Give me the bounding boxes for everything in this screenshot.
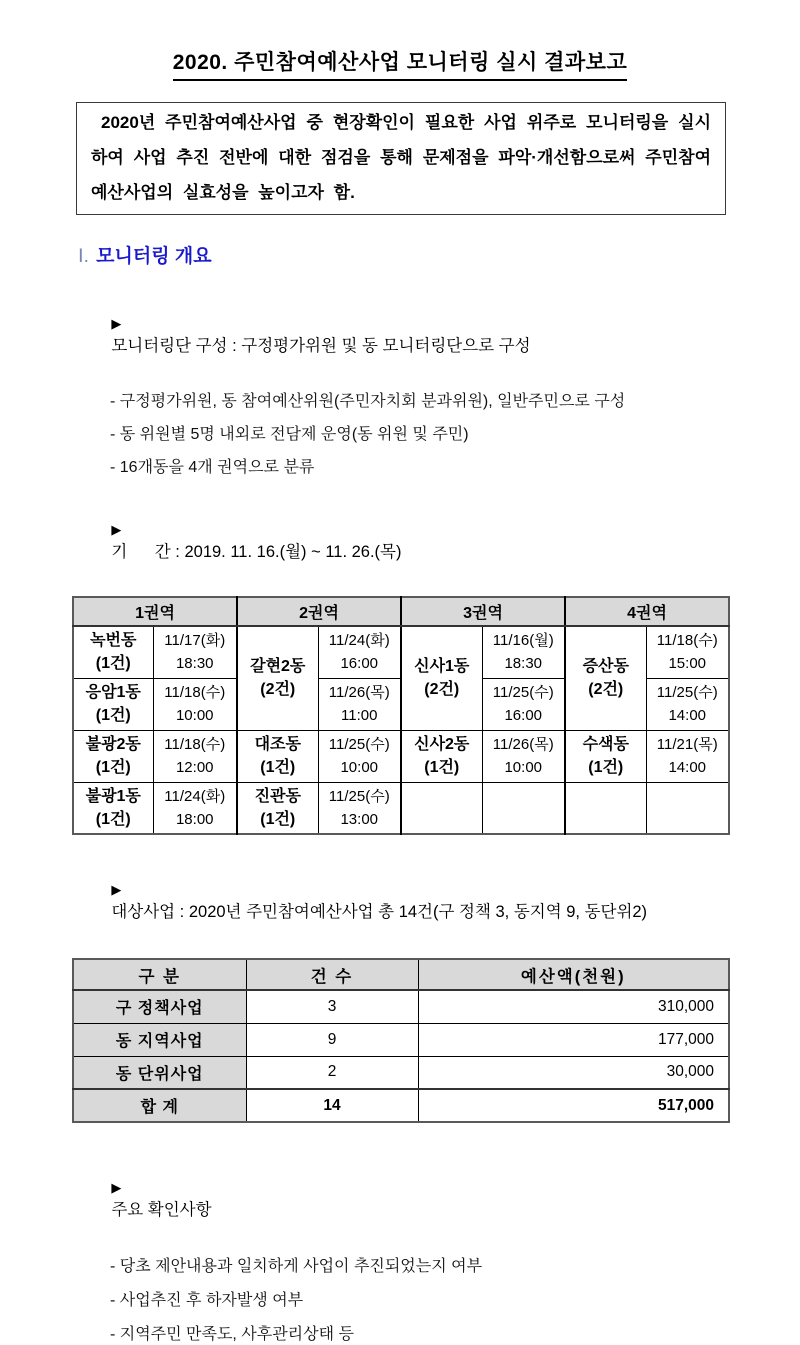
dong-cell — [565, 730, 646, 782]
dong-count: (1건) — [95, 655, 131, 673]
schedule-date: 11/25(수) — [656, 684, 718, 701]
table-row — [73, 1023, 729, 1056]
table-row — [73, 1056, 729, 1089]
empty-cell — [565, 782, 646, 834]
schedule-datetime-cell — [646, 730, 729, 782]
period-line — [93, 497, 800, 585]
schedule-time: 18:30 — [175, 655, 214, 673]
count-cell: 2 — [246, 1056, 418, 1089]
schedule-datetime-cell — [482, 678, 565, 730]
region-header: 1권역 — [73, 597, 237, 626]
document-page — [0, 46, 800, 1343]
dong-count: (1건) — [260, 759, 296, 776]
schedule-date: 11/17(화) — [164, 632, 226, 650]
composition-item: - 구정평가위원, 동 참여예산위원(주민자치회 분과위원), 일반주민으로 구성 — [110, 393, 626, 410]
schedule-date: 11/24(화) — [328, 632, 390, 650]
schedule-date: 11/25(수) — [492, 684, 554, 701]
composition-label: 모니터링단 구성 : 구정평가위원 및 동 모니터링단으로 구성 — [111, 337, 531, 355]
dong-count: (1건) — [95, 707, 131, 724]
composition-item: - 동 위원별 5명 내외로 전담제 운영(동 위원 및 주민) — [110, 426, 469, 443]
schedule-time: 10:00 — [175, 707, 214, 724]
schedule-datetime-cell — [153, 678, 237, 730]
dong-cell — [73, 678, 153, 730]
amount-cell: 310,000 — [418, 990, 729, 1023]
dong-name: 대조동 — [254, 736, 301, 753]
dong-name: 불광1동 — [85, 787, 141, 805]
schedule-time: 14:00 — [668, 759, 707, 776]
region-header: 2권역 — [237, 597, 401, 626]
dong-name: 수색동 — [582, 736, 629, 753]
dong-name: 불광2동 — [85, 736, 141, 753]
schedule-time: 12:00 — [175, 759, 214, 776]
budget-table — [72, 958, 730, 1123]
page-title-text: 2020. 주민참여예산사업 모니터링 실시 결과보고 — [173, 46, 628, 81]
dong-cell — [237, 730, 318, 782]
amount-cell: 177,000 — [418, 1023, 729, 1056]
dong-name: 응암1동 — [85, 684, 141, 701]
count-cell: 3 — [246, 990, 418, 1023]
schedule-datetime-cell — [318, 678, 401, 730]
section-title: 모니터링 개요 — [96, 246, 212, 267]
schedule-date: 11/18(수) — [164, 736, 226, 753]
schedule-time: 18:00 — [175, 810, 214, 828]
dong-cell — [73, 782, 153, 834]
category-cell: 합 계 — [73, 1089, 246, 1122]
dong-count: (1건) — [424, 759, 460, 776]
dong-count: (1건) — [260, 810, 296, 828]
dong-name: 신사1동 — [414, 658, 470, 676]
dong-count: (2건) — [424, 681, 460, 699]
dong-cell — [237, 626, 318, 730]
dong-cell — [401, 730, 482, 782]
schedule-datetime-cell — [318, 730, 401, 782]
dong-name: 증산동 — [582, 658, 629, 676]
triangle-bullet-icon: ▶ — [111, 882, 122, 897]
schedule-date: 11/21(목) — [656, 736, 718, 753]
amount-cell: 30,000 — [418, 1056, 729, 1089]
dong-cell — [237, 782, 318, 834]
dong-cell — [565, 626, 646, 730]
empty-cell — [401, 782, 482, 834]
schedule-time: 18:30 — [504, 655, 543, 673]
schedule-time: 14:00 — [668, 707, 707, 724]
checks-label: 주요 확인사항 — [111, 1201, 212, 1219]
schedule-datetime-cell — [646, 626, 729, 678]
schedule-time: 16:00 — [504, 707, 543, 724]
schedule-date: 11/18(수) — [656, 632, 718, 650]
dong-count: (2건) — [260, 681, 296, 699]
schedule-date: 11/26(목) — [492, 736, 554, 753]
dong-cell — [73, 626, 153, 678]
schedule-datetime-cell — [318, 626, 401, 678]
period-label: 기 간 : 2019. 11. 16.(월) ~ 11. 26.(목) — [111, 543, 402, 561]
amount-cell: 517,000 — [418, 1089, 729, 1122]
budget-column-header: 건 수 — [246, 959, 418, 990]
dong-count: (2건) — [588, 681, 624, 699]
schedule-date: 11/26(목) — [328, 684, 390, 701]
target-label: 대상사업 : 2020년 주민참여예산사업 총 14건(구 정책 3, 동지역 9, 동단위2) — [111, 903, 648, 921]
budget-column-header: 예산액(천원) — [418, 959, 729, 990]
schedule-datetime-cell — [153, 782, 237, 834]
summary-text: 2020년 주민참여예산사업 중 현장확인이 필요한 사업 위주로 모니터링을 실시하여 사업 추진 전반에 대한 점검을 통해 문제점을 파악·개선함으로써 주민참여예산사업의 실효성을 높이고자 함. — [91, 113, 711, 202]
triangle-bullet-icon: ▶ — [111, 522, 122, 537]
check-item: - 지역주민 만족도, 사후관리상태 등 — [110, 1326, 354, 1343]
schedule-datetime-cell — [318, 782, 401, 834]
dong-name: 신사2동 — [414, 736, 470, 753]
section-numeral: Ⅰ. — [78, 246, 89, 267]
dong-count: (1건) — [95, 759, 131, 776]
empty-cell — [646, 782, 729, 834]
schedule-datetime-cell — [153, 730, 237, 782]
target-line — [93, 857, 800, 945]
summary-box — [76, 102, 726, 215]
check-item: - 사업추진 후 하자발생 여부 — [110, 1292, 304, 1309]
total-row — [73, 1089, 729, 1122]
schedule-time: 16:00 — [340, 655, 379, 673]
dong-count: (1건) — [95, 810, 131, 828]
category-cell: 구 정책사업 — [73, 990, 246, 1023]
schedule-datetime-cell — [482, 626, 565, 678]
region-header: 4권역 — [565, 597, 729, 626]
dong-cell — [73, 730, 153, 782]
empty-cell — [482, 782, 565, 834]
dong-cell — [401, 626, 482, 730]
budget-column-header: 구 분 — [73, 959, 246, 990]
region-header: 3권역 — [401, 597, 565, 626]
triangle-bullet-icon: ▶ — [111, 1180, 122, 1195]
section-heading — [78, 243, 800, 271]
dong-count: (1건) — [588, 759, 624, 776]
table-row — [73, 990, 729, 1023]
dong-name: 갈현2동 — [250, 658, 306, 676]
schedule-time: 11:00 — [341, 707, 378, 724]
checks-line — [93, 1155, 800, 1243]
schedule-time: 10:00 — [340, 759, 379, 776]
category-cell: 동 지역사업 — [73, 1023, 246, 1056]
schedule-time: 13:00 — [340, 810, 379, 828]
schedule-date: 11/16(월) — [492, 632, 554, 650]
count-cell: 14 — [246, 1089, 418, 1122]
schedule-date: 11/24(화) — [164, 787, 226, 805]
triangle-bullet-icon: ▶ — [111, 316, 122, 331]
schedule-time: 15:00 — [668, 655, 707, 673]
dong-name: 녹번동 — [90, 632, 137, 650]
composition-item: - 16개동을 4개 권역으로 분류 — [110, 459, 315, 476]
page-title — [0, 46, 800, 81]
dong-name: 진관동 — [254, 787, 301, 805]
count-cell: 9 — [246, 1023, 418, 1056]
category-cell: 동 단위사업 — [73, 1056, 246, 1089]
schedule-date: 11/25(수) — [328, 736, 390, 753]
schedule-datetime-cell — [482, 730, 565, 782]
schedule-datetime-cell — [153, 626, 237, 678]
schedule-date: 11/18(수) — [164, 684, 226, 701]
check-item: - 당초 제안내용과 일치하게 사업이 추진되었는지 여부 — [110, 1258, 483, 1275]
schedule-time: 10:00 — [504, 759, 543, 776]
schedule-table — [72, 596, 730, 835]
schedule-date: 11/25(수) — [328, 787, 390, 805]
composition-line — [93, 291, 800, 379]
schedule-datetime-cell — [646, 678, 729, 730]
